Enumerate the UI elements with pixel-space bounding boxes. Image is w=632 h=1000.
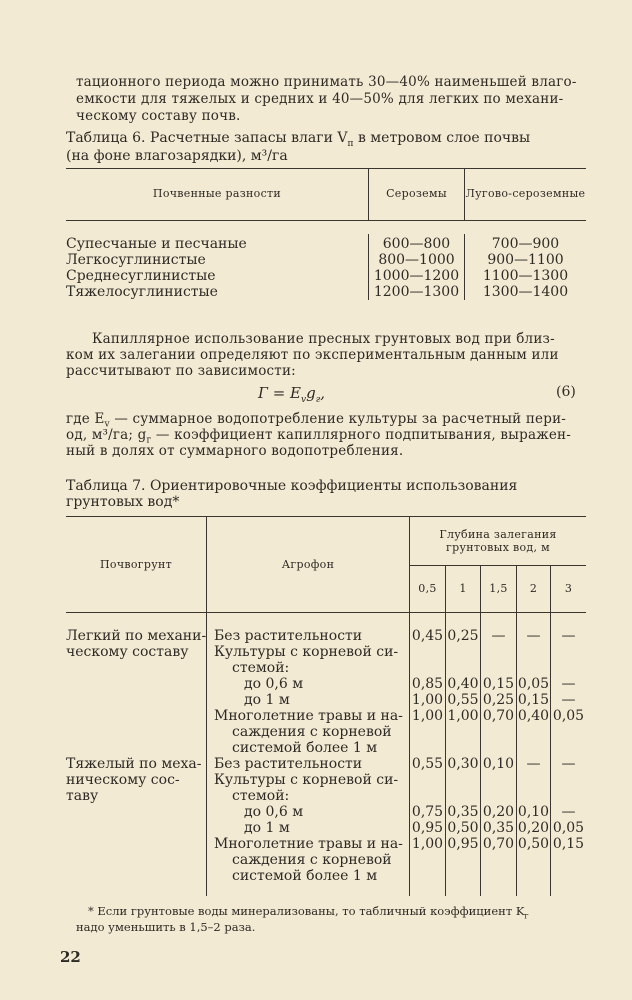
value-r6-c4: 0,10 [517, 804, 550, 820]
agro-line-12: до 0,6 м [244, 804, 304, 820]
value-r5-c2: 0,30 [447, 756, 479, 772]
table6-row-1-serozem: 600—800 [382, 236, 451, 252]
table6-body-divider-1 [368, 234, 369, 300]
agro-line-16: системой более 1 м [232, 868, 378, 884]
table7-header-depth-1-5: 1,5 [489, 582, 508, 595]
value-r8-c1: 1,00 [411, 836, 444, 852]
agro-line-3: стемой: [232, 660, 290, 676]
formula-sub-g: г [315, 395, 321, 405]
soil-heavy-line1: Тяжелый по меха- [66, 756, 202, 772]
agro-line-1: Без растительности [214, 628, 363, 644]
para2-sub-v: v [104, 419, 110, 430]
table7-header-depth-3: 3 [564, 582, 573, 595]
value-r3-c1: 1,00 [411, 692, 444, 708]
table7-divider-soil [206, 516, 207, 896]
table7-caption-line2: грунтовых вод* [66, 494, 180, 510]
value-r3-c2: 0,55 [447, 692, 479, 708]
value-r3-c4: 0,15 [517, 692, 550, 708]
intro-line-1: тационного периода можно принимать 30—40% наименьшей влаго- [76, 74, 577, 90]
agro-line-7: саждения с корневой [232, 724, 392, 740]
value-r7-c3: 0,35 [482, 820, 515, 836]
table7-header-depth: Глубина залегания [439, 528, 557, 541]
agro-line-14: Многолетние травы и на- [214, 836, 403, 852]
table6-caption-line2: (на фоне влагозарядки), м³/га [66, 148, 288, 164]
table7-caption-line1: Таблица 7. Ориентировочные коэффициенты использования [66, 478, 518, 494]
table6-header-soil: Почвенные разности [152, 187, 282, 200]
table6-row-2-soil: Легкосуглинистые [66, 252, 206, 268]
table7-header-rule [66, 612, 586, 613]
table6-row-2-meadow: 900—1100 [487, 252, 564, 268]
agro-line-5: до 1 м [244, 692, 290, 708]
value-r7-c2: 0,50 [447, 820, 479, 836]
value-r2-c3: 0,15 [482, 676, 515, 692]
table6-header-serozem: Сероземы [386, 187, 447, 200]
soil-heavy-line3: таву [66, 788, 99, 804]
table6-row-1-meadow: 700—900 [491, 236, 560, 252]
value-r5-c4: — [526, 756, 541, 772]
value-r2-c1: 0,85 [411, 676, 444, 692]
table6-row-3-soil: Среднесуглинистые [66, 268, 216, 284]
agro-line-15: саждения с корневой [232, 852, 392, 868]
agro-line-13: до 1 м [244, 820, 290, 836]
table7-header-depth-2: грунтовых вод, м [446, 541, 550, 554]
table7-header-soil: Почвогрунт [100, 558, 172, 571]
para2-text-2: од, м³/га; g [66, 427, 147, 443]
table6-body-divider-2 [464, 234, 465, 300]
formula-g: g [306, 384, 316, 402]
formula-number: (6) [556, 384, 576, 400]
table6-top-rule [66, 168, 586, 169]
value-r1-c2: 0,25 [447, 628, 479, 644]
formula-lhs: Г = E [258, 384, 301, 402]
value-r4-c4: 0,40 [517, 708, 550, 724]
para2-where: где E [66, 411, 105, 427]
agro-line-9: Без растительности [214, 756, 363, 772]
value-r8-c3: 0,70 [482, 836, 515, 852]
page-number: 22 [60, 948, 81, 966]
agro-line-8: системой более 1 м [232, 740, 378, 756]
table6-caption-text-2: в метровом слое почвы [353, 130, 531, 146]
formula-6 [258, 384, 325, 405]
table6-row-3-serozem: 1000—1200 [373, 268, 460, 284]
table7-header-depth-1: 1 [459, 582, 467, 595]
body-para1-line3: рассчитывают по зависимости: [66, 363, 296, 379]
footnote-line1 [88, 904, 529, 920]
value-r7-c1: 0,95 [411, 820, 444, 836]
table7-header-depth-0-5: 0,5 [418, 582, 437, 595]
table6-row-4-meadow: 1300—1400 [482, 284, 569, 300]
agro-line-10: Культуры с корневой си- [214, 772, 399, 788]
body-para1-line1: Капиллярное использование пресных грунтовых вод при близ- [92, 331, 555, 347]
table6-header-meadow: Лугово-сероземные [465, 187, 586, 200]
footnote-line2: надо уменьшить в 1,5–2 раза. [76, 920, 256, 934]
agro-line-11: стемой: [232, 788, 290, 804]
agro-line-4: до 0,6 м [244, 676, 304, 692]
footnote-text: * Если грунтовые воды минерализованы, то табличный коэффициент K [88, 904, 525, 918]
value-r1-c3: — [491, 628, 506, 644]
table6-row-4-soil: Тяжелосуглинистые [66, 284, 218, 300]
body-para2-line3: ный в долях от суммарного водопотребления. [66, 443, 404, 459]
value-r2-c5: — [561, 676, 576, 692]
soil-light-line2: ческому составу [66, 644, 189, 660]
soil-light-line1: Легкий по механи- [66, 628, 207, 644]
table6-row-4-serozem: 1200—1300 [373, 284, 460, 300]
table6-row-1-soil: Супесчаные и песчаные [66, 236, 247, 252]
value-r3-c5: — [561, 692, 576, 708]
value-r1-c1: 0,45 [411, 628, 444, 644]
value-r4-c1: 1,00 [411, 708, 444, 724]
table6-row-2-serozem: 800—1000 [378, 252, 455, 268]
table7-header-agro: Агрофон [281, 558, 335, 571]
value-r7-c5: 0,05 [552, 820, 585, 836]
value-r2-c4: 0,05 [517, 676, 550, 692]
value-r4-c5: 0,05 [552, 708, 585, 724]
intro-line-2: емкости для тяжелых и средних и 40—50% для легких по механи- [76, 91, 564, 107]
para2-text-1: — суммарное водопотребление культуры за расчетный пери- [109, 411, 567, 427]
value-r5-c1: 0,55 [411, 756, 444, 772]
body-para1-line2: ком их залегании определяют по экспериментальным данным или [66, 347, 559, 363]
value-r7-c4: 0,20 [517, 820, 550, 836]
intro-line-3: ческому составу почв. [76, 108, 241, 124]
value-r2-c2: 0,40 [447, 676, 479, 692]
value-r6-c1: 0,75 [411, 804, 444, 820]
footnote-sub: г [524, 911, 529, 921]
table6-header-rule [66, 220, 586, 221]
value-r3-c3: 0,25 [482, 692, 515, 708]
table6-caption-sub: п [347, 138, 354, 149]
value-r4-c3: 0,70 [482, 708, 515, 724]
table6-row-3-meadow: 1100—1300 [482, 268, 569, 284]
table6-caption-text: Таблица 6. Расчетные запасы влаги V [66, 130, 348, 146]
value-r6-c3: 0,20 [482, 804, 515, 820]
agro-line-2: Культуры с корневой си- [214, 644, 399, 660]
value-r6-c5: — [561, 804, 576, 820]
table7-header-depth-2: 2 [529, 582, 538, 595]
value-r5-c5: — [561, 756, 576, 772]
agro-line-6: Многолетние травы и на- [214, 708, 403, 724]
para2-text-3: — коэффициент капиллярного подпитывания, выражен- [151, 427, 571, 443]
formula-comma: , [320, 384, 326, 402]
value-r8-c4: 0,50 [517, 836, 550, 852]
table7-top-rule [66, 516, 586, 517]
table7-depth-rule [409, 565, 586, 566]
value-r1-c5: — [561, 628, 576, 644]
soil-heavy-line2: ническому сос- [66, 772, 180, 788]
formula-sub-v: v [301, 395, 307, 405]
value-r5-c3: 0,10 [482, 756, 515, 772]
value-r6-c2: 0,35 [447, 804, 479, 820]
value-r8-c2: 0,95 [447, 836, 479, 852]
value-r4-c2: 1,00 [447, 708, 479, 724]
para2-sub-g: г [146, 435, 152, 446]
value-r1-c4: — [526, 628, 541, 644]
value-r8-c5: 0,15 [552, 836, 585, 852]
